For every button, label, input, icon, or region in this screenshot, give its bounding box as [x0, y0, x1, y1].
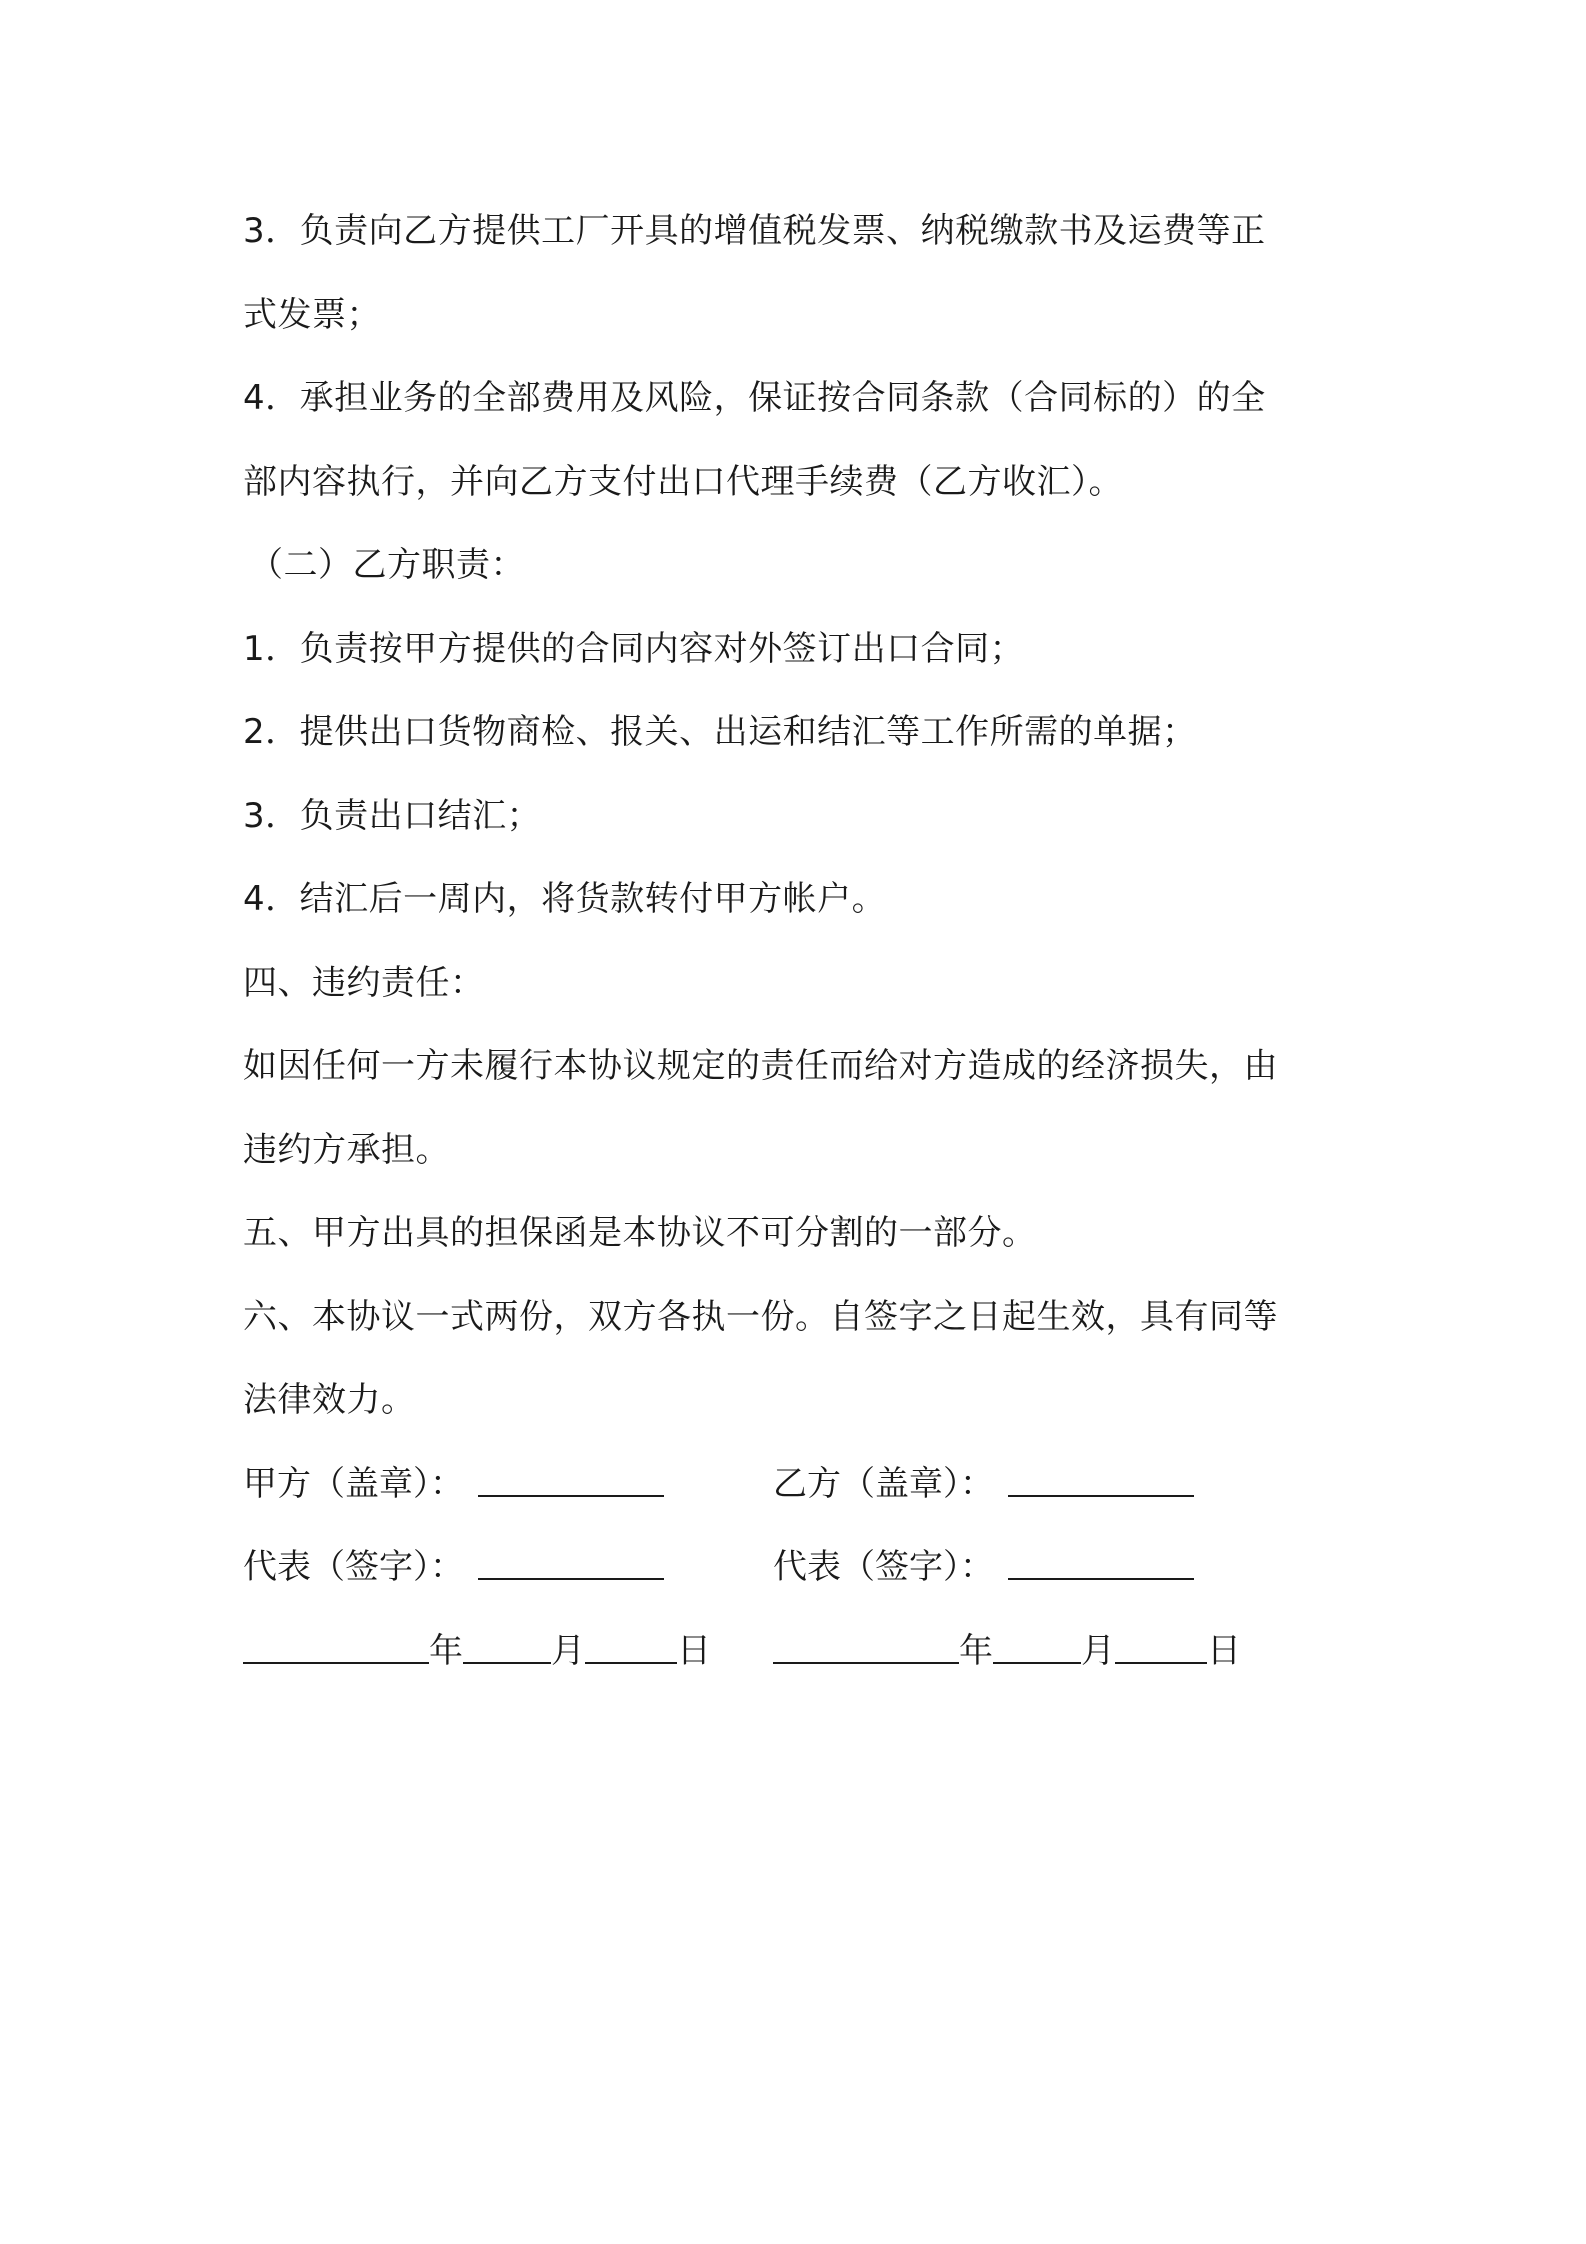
clause-b4: 4．结汇后一周内，将货款转付甲方帐户。: [243, 879, 887, 919]
party-b-month-blank: [993, 1616, 1081, 1664]
clause-b2: 2．提供出口货物商检、报关、出运和结汇等工作所需的单据；: [243, 712, 1197, 752]
signature-seal-row: [243, 1449, 1361, 1533]
clause-b3: 3．负责出口结汇；: [243, 795, 542, 836]
breach-text-line2: 违约方承担。: [243, 1129, 450, 1170]
breach-text-line1: 如因任何一方未履行本协议规定的责任而给对方造成的经济损失，由: [243, 1046, 1278, 1086]
day-label: 日: [677, 1630, 711, 1671]
section-copies-line1: 六、本协议一式两份，双方各执一份。自签字之日起生效，具有同等: [243, 1296, 1278, 1337]
party-a-seal: [243, 1449, 664, 1519]
party-a-month-blank: [463, 1616, 551, 1664]
party-a-year-blank: [243, 1616, 429, 1664]
year-label: 年: [959, 1630, 993, 1671]
party-a-seal-blank: [478, 1449, 664, 1497]
party-a-rep-label: 代表（签字）：: [243, 1547, 464, 1587]
signature-date-row: [243, 1616, 1361, 1700]
party-a-representative: [243, 1532, 664, 1602]
party-a-seal-label: 甲方（盖章）：: [243, 1463, 464, 1504]
party-b-seal-blank: [1008, 1449, 1194, 1497]
party-b-year-blank: [773, 1616, 959, 1664]
party-b-seal-label: 乙方（盖章）：: [773, 1463, 994, 1504]
clause-b1: 1．负责按甲方提供的合同内容对外签订出口合同；: [243, 628, 1025, 669]
clause-a3-line2: 式发票；: [243, 294, 381, 335]
section-breach-heading: 四、违约责任：: [243, 962, 485, 1003]
party-a-date: [243, 1616, 711, 1686]
clause-a4-line1: 4．承担业务的全部费用及风险，保证按合同条款（合同标的）的全: [243, 378, 1266, 418]
party-b-seal: [773, 1449, 1194, 1519]
clause-a3-line1: 3．负责向乙方提供工厂开具的增值税发票、纳税缴款书及运费等正: [243, 211, 1266, 251]
party-b-date: [773, 1616, 1241, 1686]
party-a-rep-blank: [478, 1532, 664, 1580]
year-label: 年: [429, 1630, 463, 1671]
month-label: 月: [551, 1630, 585, 1671]
month-label: 月: [1081, 1630, 1115, 1671]
section-copies-line2: 法律效力。: [243, 1380, 416, 1420]
party-b-day-blank: [1115, 1616, 1207, 1664]
section-guarantee: 五、甲方出具的担保函是本协议不可分割的一部分。: [243, 1213, 1037, 1253]
party-b-representative: [773, 1532, 1194, 1602]
party-a-day-blank: [585, 1616, 677, 1664]
clause-a4-line2: 部内容执行，并向乙方支付出口代理手续费（乙方收汇）。: [243, 461, 1123, 502]
signature-rep-row: [243, 1532, 1361, 1616]
section-party-b-duties-heading: （二）乙方职责：: [249, 545, 525, 585]
party-b-rep-label: 代表（签字）：: [773, 1547, 994, 1587]
day-label: 日: [1207, 1630, 1241, 1671]
agreement-body: [243, 196, 1361, 1699]
party-b-rep-blank: [1008, 1532, 1194, 1580]
